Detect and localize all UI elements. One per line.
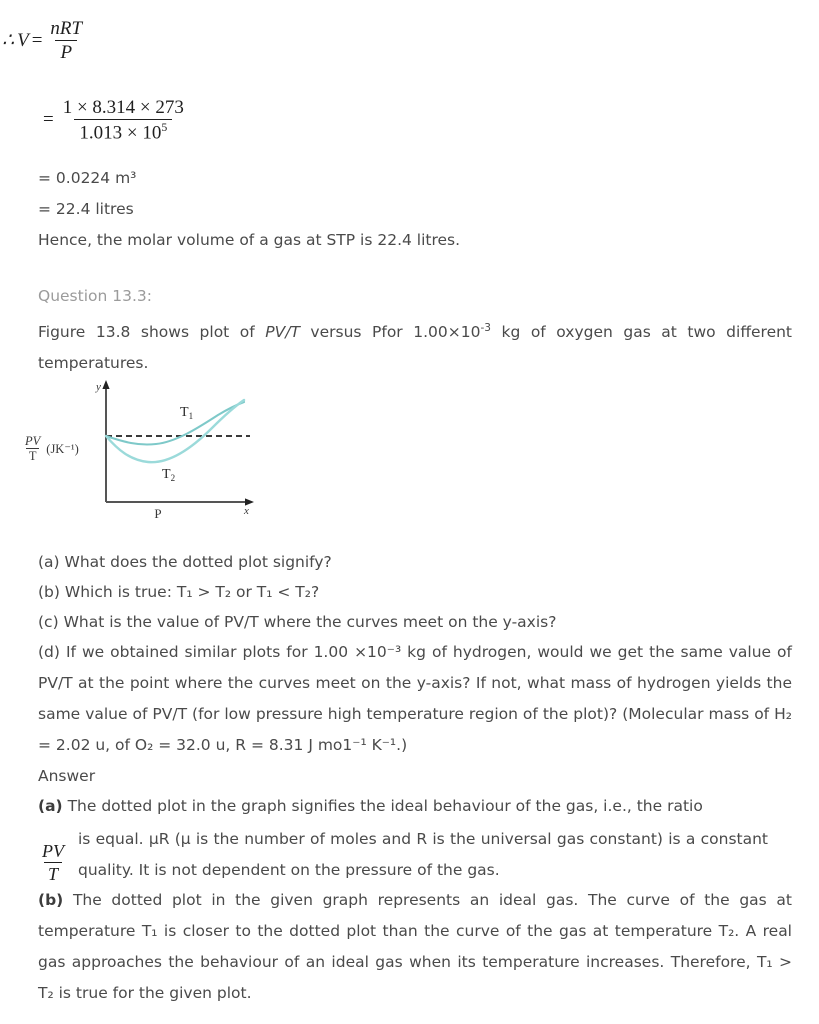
curve-t1 [106,402,244,445]
equals-sign: = [43,109,54,131]
denominator-base: 1.013 × 10 [79,122,162,144]
figure-13-8 [22,374,262,526]
question-text-part1: Figure 13.8 shows plot of [38,323,266,342]
curve-t2 [106,400,244,462]
x-axis-label: P [154,506,162,521]
part-label-b: (b) [38,583,60,602]
y-axis-label [22,434,79,463]
answer-fraction-row [38,824,792,884]
question-term-pv-over-t: PV/T [265,323,300,342]
question-body [38,313,792,379]
answer-text-a-after: is equal. µR (µ is the number of moles and R is the universal gas constant) is a constant quality. It is not dependent on the pressure of the gas. [78,830,768,880]
denominator-exponent: 5 [161,121,168,135]
question-text-part2: versus Pfor 1.00×10 [299,323,481,342]
y-axis-unit: (JK⁻¹) [46,441,79,456]
part-text-b: Which is true: T₁ > T₂ or T₁ < T₂? [64,583,320,602]
y-axis-fraction [22,434,43,463]
part-text-c: What is the value of PV/T where the curves meet on the y-axis? [63,613,557,632]
answer-label-b: (b) [38,891,64,910]
y-axis-fraction-numerator: PV [25,434,41,448]
therefore-symbol: ∴ [2,30,15,52]
fraction-numerator: PV [42,840,64,861]
y-axis-tip-label: y [96,381,101,393]
part-label-d: (d) [38,643,60,662]
fraction-numerator: nRT [50,18,83,39]
result-line-cubic-metres: = 0.0224 m³ [38,169,137,187]
x-axis-tip-label: x [244,505,249,517]
question-exponent: -3 [480,322,491,334]
question-part-c [38,607,792,637]
part-label-a: (a) [38,553,60,572]
part-label-c: (c) [38,613,59,632]
question-part-d [38,637,792,761]
answer-text-a-before: The dotted plot in the graph signifies the ideal behaviour of the gas, i.e., the ratio [67,797,703,816]
answer-part-b [38,885,792,1009]
part-text-a: What does the dotted plot signify? [64,553,332,572]
answer-text-b: The dotted plot in the given graph represents an ideal gas. The curve of the gas at temperature T₁ is closer to the dotted plot than the curve of the gas at temperature T₂. A real gas approaches the behaviour of an ideal gas when its temperature increases. Therefore, T₁ > T₂ is true for the given plot. [38,891,792,1003]
equation-variable-v: V [17,29,29,51]
part-text-d: If we obtained similar plots for 1.00 ×10⁻³ kg of hydrogen, would we get the same value of PV/T at the point where the curves meet on the y-axis? If not, what mass of hydrogen yields the same value of PV/T (for low pressure high temperature region of the plot)? (Molecular mass of H₂ = 2.02 u, of O₂ = 32.0 u, R = 8.31 J mo1⁻¹ K⁻¹.) [38,643,792,755]
y-axis-fraction-denominator: T [26,448,40,463]
curve-label-t1: $T_1$ [180,405,194,421]
question-part-b [38,577,792,607]
answer-part-a-intro [38,791,792,822]
curve-label-t2: $T_2$ [162,467,176,483]
answer-heading: Answer [38,767,96,786]
fraction-numerator: 1 × 8.314 × 273 [62,97,184,118]
fraction-denominator: P [55,40,77,63]
result-line-litres: = 22.4 litres [38,200,134,218]
question-text-part3: kg of oxygen gas at two different temperatures. [38,323,793,373]
equals-sign: = [31,29,43,51]
fraction-denominator: T [44,862,62,884]
fraction-pv-over-t [38,841,68,884]
result-conclusion: Hence, the molar volume of a gas at STP is 22.4 litres. [38,231,461,249]
question-heading: Question 13.3: [38,287,152,305]
question-part-a [38,547,792,577]
y-axis-arrowhead [102,380,109,389]
answer-label-a: (a) [38,797,63,816]
